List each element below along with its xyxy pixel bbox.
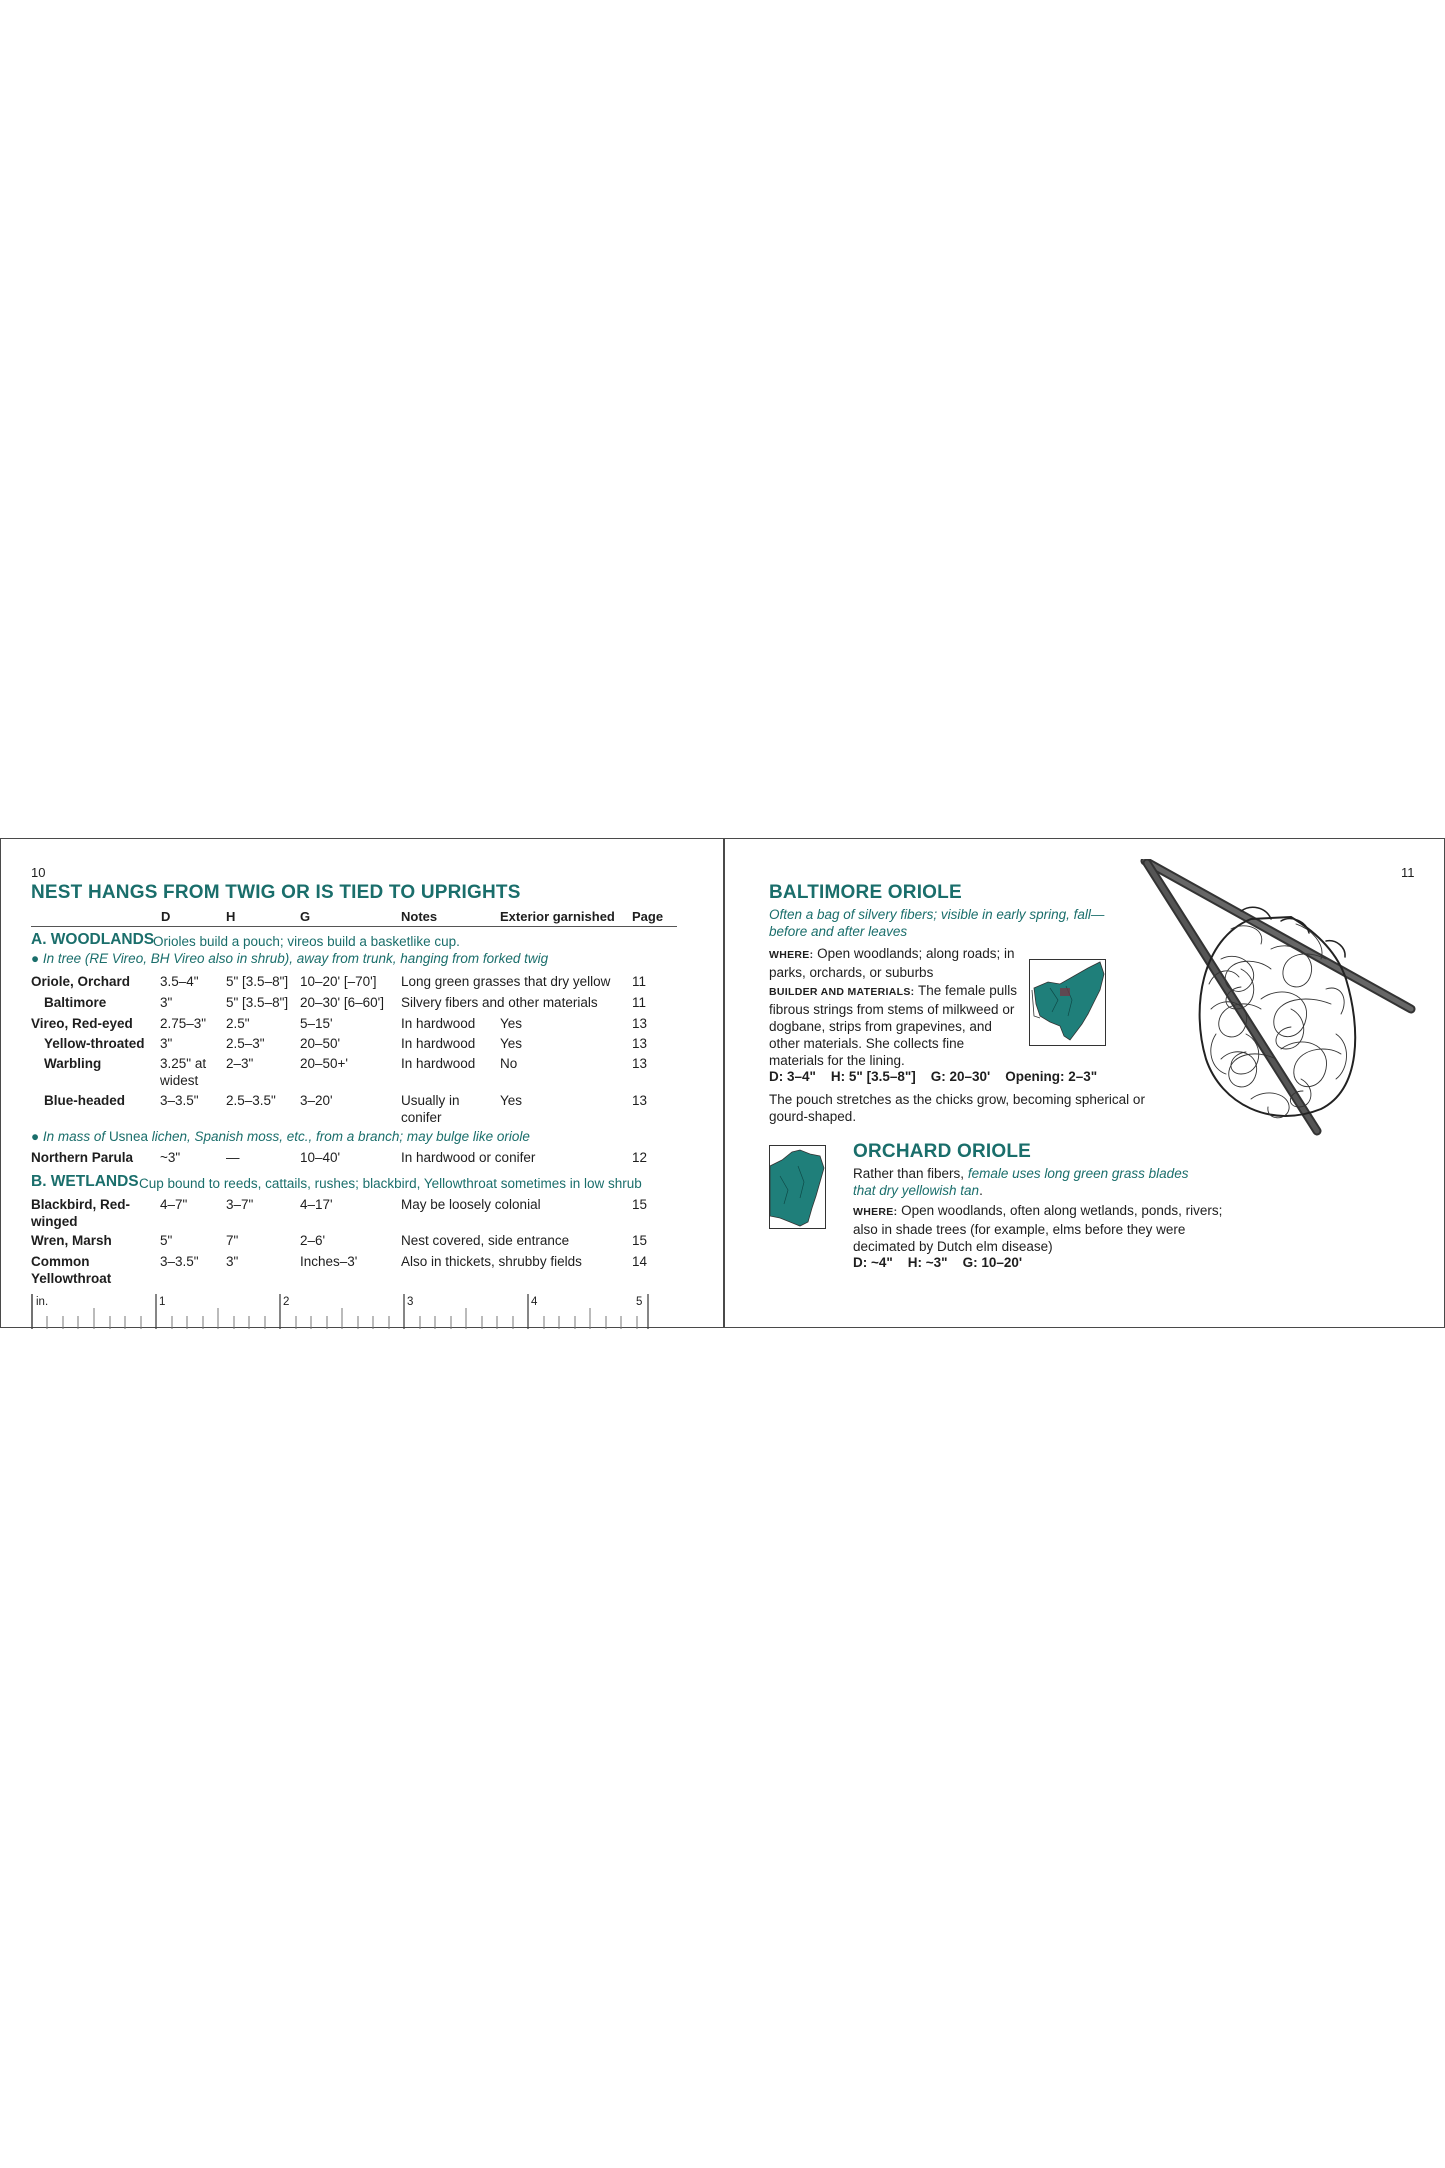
row-exterior: Yes bbox=[500, 1036, 523, 1051]
row-name: Common Yellowthroat bbox=[31, 1254, 112, 1286]
orchard-dims: D: ~4" H: ~3" G: 10–20' bbox=[853, 1255, 1023, 1270]
ruler-mark: 3 bbox=[407, 1296, 414, 1308]
col-header-h: H bbox=[226, 909, 236, 924]
orchard-lead: Rather than fibers, female uses long green grass blades that dry yellowish tan. bbox=[853, 1166, 1189, 1198]
row-name: Northern Parula bbox=[31, 1150, 134, 1165]
col-header-exterior: Exterior garnished bbox=[500, 909, 615, 924]
row-d: 3.5–4" bbox=[160, 974, 199, 989]
row-page: 14 bbox=[632, 1254, 648, 1269]
page-fold bbox=[723, 839, 725, 1327]
header-rule bbox=[31, 926, 677, 927]
row-h: 2–3" bbox=[226, 1056, 254, 1071]
row-g: Inches–3' bbox=[300, 1254, 358, 1269]
row-notes: Silvery fibers and other materials bbox=[401, 995, 598, 1010]
row-d: 2.75–3" bbox=[160, 1016, 207, 1031]
row-d: 5" bbox=[160, 1233, 173, 1248]
row-d: 3–3.5" bbox=[160, 1093, 199, 1108]
col-header-d: D bbox=[161, 909, 171, 924]
section-a-desc: Orioles build a pouch; vireos build a basketlike cup. bbox=[153, 934, 460, 949]
ruler-mark: 4 bbox=[531, 1296, 538, 1308]
row-page: 11 bbox=[632, 974, 647, 989]
row-page: 12 bbox=[632, 1150, 648, 1165]
row-exterior: Yes bbox=[500, 1016, 523, 1031]
baltimore-builder: BUILDER AND MATERIALS: The female pulls fibrous strings from stems of milkweed or dogbane, strips from grapevines, and other materials. She collects fine materials for the lining. bbox=[769, 983, 1018, 1068]
row-d: ~3" bbox=[160, 1150, 181, 1165]
inch-ruler bbox=[31, 1294, 649, 1329]
baltimore-title: BALTIMORE ORIOLE bbox=[769, 882, 962, 903]
section-b-desc: Cup bound to reeds, cattails, rushes; blackbird, Yellowthroat sometimes in low shrub bbox=[139, 1176, 642, 1191]
row-name: Warbling bbox=[44, 1056, 102, 1071]
row-name: Blue-headed bbox=[44, 1093, 126, 1108]
row-g: 4–17' bbox=[300, 1197, 333, 1212]
row-g: 5–15' bbox=[300, 1016, 333, 1031]
row-g: 10–20' [–70'] bbox=[300, 974, 377, 989]
row-page: 15 bbox=[632, 1197, 648, 1212]
page-number-left: 10 bbox=[31, 865, 46, 880]
row-g: 20–50' bbox=[300, 1036, 341, 1051]
col-header-page: Page bbox=[632, 909, 664, 924]
row-page: 11 bbox=[632, 995, 647, 1010]
row-notes: In hardwood bbox=[401, 1056, 476, 1071]
row-h: 2.5–3" bbox=[226, 1036, 265, 1051]
baltimore-where: WHERE: Open woodlands; along roads; in parks, orchards, or suburbs bbox=[769, 946, 1015, 980]
section-a-bullet: ● In tree (RE Vireo, BH Vireo also in shrub), away from trunk, hanging from forked twig bbox=[31, 951, 549, 966]
section-a-bullet-2: ● In mass of Usnea lichen, Spanish moss, etc., from a branch; may bulge like oriole bbox=[31, 1129, 530, 1144]
row-g: 20–30' [6–60'] bbox=[300, 995, 384, 1010]
range-map-drawing bbox=[770, 1146, 825, 1228]
range-map-drawing bbox=[1030, 960, 1105, 1045]
row-page: 15 bbox=[632, 1233, 648, 1248]
row-h: 3" bbox=[226, 1254, 239, 1269]
row-h: — bbox=[226, 1150, 240, 1165]
row-page: 13 bbox=[632, 1056, 648, 1071]
orchard-range-map bbox=[769, 1145, 826, 1229]
row-d: 4–7" bbox=[160, 1197, 188, 1212]
row-h: 2.5–3.5" bbox=[226, 1093, 276, 1108]
row-page: 13 bbox=[632, 1036, 648, 1051]
row-notes: May be loosely colonial bbox=[401, 1197, 541, 1212]
row-notes: In hardwood or conifer bbox=[401, 1150, 536, 1165]
row-notes: In hardwood bbox=[401, 1036, 476, 1051]
row-h: 3–7" bbox=[226, 1197, 254, 1212]
row-name: Baltimore bbox=[44, 995, 107, 1010]
row-d: 3.25" at widest bbox=[160, 1056, 207, 1088]
row-name: Vireo, Red-eyed bbox=[31, 1016, 133, 1031]
row-g: 3–20' bbox=[300, 1093, 333, 1108]
row-notes: Nest covered, side entrance bbox=[401, 1233, 570, 1248]
oriole-nest-illustration bbox=[1131, 859, 1421, 1159]
page-number-right: 11 bbox=[1401, 865, 1415, 880]
row-g: 2–6' bbox=[300, 1233, 326, 1248]
row-d: 3–3.5" bbox=[160, 1254, 199, 1269]
ruler-unit: in. bbox=[36, 1296, 49, 1308]
ruler-mark: 5 bbox=[636, 1296, 643, 1308]
ruler-mark: 1 bbox=[159, 1296, 166, 1308]
row-notes: In hardwood bbox=[401, 1016, 476, 1031]
baltimore-range-map bbox=[1029, 959, 1106, 1046]
baltimore-dims: D: 3–4" H: 5" [3.5–8"] G: 20–30' Opening: 2–3" bbox=[769, 1069, 1098, 1084]
row-notes: Long green grasses that dry yellow bbox=[401, 974, 611, 989]
row-g: 10–40' bbox=[300, 1150, 341, 1165]
book-spread bbox=[0, 838, 1445, 1328]
section-a-label: A. WOODLANDS bbox=[31, 931, 155, 948]
row-exterior: Yes bbox=[500, 1093, 523, 1108]
row-h: 5" [3.5–8"] bbox=[226, 974, 289, 989]
col-header-notes: Notes bbox=[401, 909, 438, 924]
orchard-where: WHERE: Open woodlands, often along wetlands, ponds, rivers; also in shade trees (for example, elms before they were decimated by Dutch elm disease) bbox=[853, 1203, 1223, 1254]
page-title: NEST HANGS FROM TWIG OR IS TIED TO UPRIGHTS bbox=[31, 882, 521, 903]
row-name: Oriole, Orchard bbox=[31, 974, 131, 989]
row-h: 2.5" bbox=[226, 1016, 250, 1031]
section-b-label: B. WETLANDS bbox=[31, 1173, 139, 1190]
col-header-g: G bbox=[300, 909, 311, 924]
row-d: 3" bbox=[160, 995, 173, 1010]
row-name: Blackbird, Red-winged bbox=[31, 1197, 131, 1229]
ruler-mark: 2 bbox=[283, 1296, 290, 1308]
row-g: 20–50+' bbox=[300, 1056, 349, 1071]
orchard-title: ORCHARD ORIOLE bbox=[853, 1141, 1032, 1162]
row-d: 3" bbox=[160, 1036, 173, 1051]
ruler-ticks bbox=[31, 1294, 649, 1329]
row-page: 13 bbox=[632, 1093, 648, 1108]
row-exterior: No bbox=[500, 1056, 518, 1071]
row-name: Yellow-throated bbox=[44, 1036, 145, 1051]
baltimore-note: The pouch stretches as the chicks grow, becoming spherical or gourd-shaped. bbox=[769, 1092, 1145, 1124]
row-notes: Usually in conifer bbox=[401, 1093, 460, 1125]
row-h: 7" bbox=[226, 1233, 239, 1248]
row-notes: Also in thickets, shrubby fields bbox=[401, 1254, 582, 1269]
row-name: Wren, Marsh bbox=[31, 1233, 112, 1248]
row-page: 13 bbox=[632, 1016, 648, 1031]
baltimore-subtitle: Often a bag of silvery fibers; visible in early spring, fall—before and after leaves bbox=[769, 907, 1105, 939]
row-h: 5" [3.5–8"] bbox=[226, 995, 289, 1010]
